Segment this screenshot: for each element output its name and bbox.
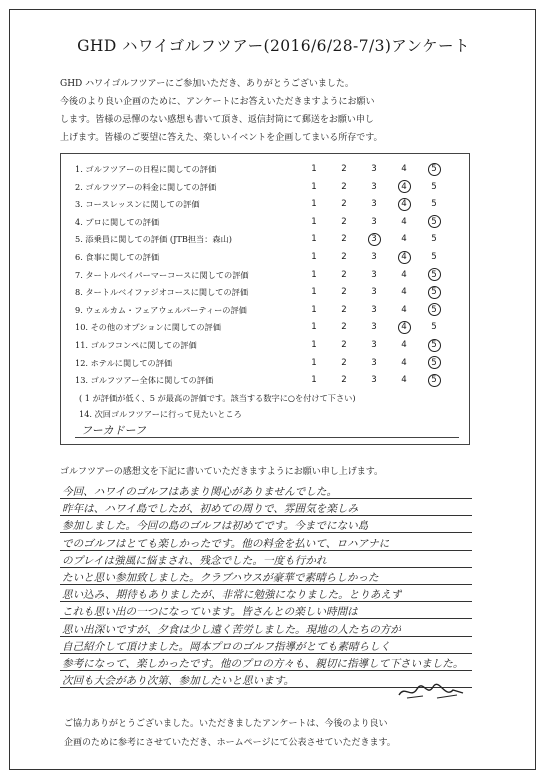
rating-option[interactable]: 3	[371, 340, 377, 350]
rating-option[interactable]: 2	[341, 357, 347, 368]
rating-table	[60, 153, 470, 445]
rating-option[interactable]: 1	[311, 304, 317, 315]
question-label: 7. タートルベイパーマーコースに関しての評価	[75, 269, 249, 280]
rating-option[interactable]: 1	[311, 199, 317, 210]
essay-handwritten-line: 思い込み、期待もありましたが、非常に勉強になりました。とりあえず	[62, 589, 402, 602]
selected-rating-circle	[428, 286, 441, 299]
question-label: 5. 添乗員に関しての評価 (JTB担当：森山)	[75, 234, 232, 245]
selected-rating-circle	[398, 198, 411, 211]
rating-option[interactable]: 3	[371, 304, 377, 315]
rating-option[interactable]: 3	[371, 181, 377, 192]
rating-option[interactable]: 1	[311, 322, 317, 333]
rating-option[interactable]: 3	[371, 216, 377, 227]
question-label: 6. 食事に関しての評価	[75, 252, 160, 262]
rating-option[interactable]: 2	[341, 164, 347, 174]
selected-rating-circle	[428, 339, 441, 352]
rating-option[interactable]: 4	[401, 375, 407, 386]
selected-rating-circle	[398, 251, 411, 264]
rating-option[interactable]: 1	[311, 216, 317, 227]
rating-option[interactable]: 5	[431, 287, 437, 298]
rating-option[interactable]: 2	[341, 234, 347, 245]
rating-option[interactable]: 1	[311, 181, 317, 192]
rating-option[interactable]: 1	[311, 234, 317, 245]
question-14-answer: フーカドーフ	[81, 424, 146, 437]
rating-option[interactable]: 3	[371, 357, 377, 368]
page-title: GHD ハワイゴルフツアー(2016/6/28-7/3)アンケート	[77, 37, 470, 55]
rating-option[interactable]: 2	[341, 269, 347, 280]
rating-option[interactable]: 4	[401, 252, 407, 262]
rating-option[interactable]: 1	[311, 252, 317, 262]
rating-note: ( 1 が評価が低く、5 が最高の評価です。該当する数字に○を付けて下さい)	[79, 393, 356, 403]
rating-option[interactable]: 2	[341, 340, 347, 350]
rating-option[interactable]: 1	[311, 375, 317, 386]
selected-rating-circle	[398, 321, 411, 334]
essay-handwritten-line: たいと思い参加致しました。クラブハウスが豪華で素晴らしかった	[62, 572, 379, 584]
rating-option[interactable]: 5	[431, 181, 437, 192]
intro-line: 今後のより良い企画のために、アンケートにお答えいただきますようにお願い	[60, 97, 375, 107]
rating-option[interactable]: 5	[431, 252, 437, 262]
rating-option[interactable]: 5	[431, 322, 437, 333]
selected-rating-circle	[428, 163, 441, 176]
rating-option[interactable]: 3	[371, 322, 377, 333]
rating-option[interactable]: 1	[311, 164, 317, 174]
essay-handwritten-line: のプレイは強風に悩まされ、残念でした。一度も行かれ	[62, 554, 327, 567]
rating-option[interactable]: 3	[371, 199, 377, 210]
rating-option[interactable]: 2	[341, 287, 347, 298]
rating-option[interactable]: 4	[401, 216, 407, 227]
answer-underline	[75, 437, 459, 438]
footer-line: 企画のために参考にさせていただき、ホームページにて公表させていただきます。	[64, 738, 396, 748]
intro-line: 上げます。皆様のご要望に答えた、楽しいイベントを企画してまいる所存です。	[60, 133, 383, 143]
rating-option[interactable]: 2	[341, 252, 347, 262]
rating-option[interactable]: 4	[401, 234, 407, 245]
rating-option[interactable]: 4	[401, 269, 407, 280]
selected-rating-circle	[398, 180, 411, 193]
question-label: 13. ゴルフツアー全体に関しての評価	[75, 375, 214, 386]
essay-prompt: ゴルフツアーの感想文を下記に書いていただきますようにお願い申し上げます。	[60, 467, 384, 477]
rating-option[interactable]: 1	[311, 357, 317, 368]
essay-handwritten-line: これも思い出の一つになっています。皆さんとの楽しい時間は	[62, 606, 358, 619]
rating-option[interactable]: 5	[431, 375, 437, 386]
question-14-label: 14. 次回ゴルフツアーに行って見たいところ	[79, 409, 242, 419]
rating-option[interactable]: 1	[311, 287, 317, 298]
selected-rating-circle	[368, 233, 381, 246]
selected-rating-circle	[428, 374, 441, 387]
rating-option[interactable]: 4	[401, 340, 407, 350]
question-label: 4. プロに関しての評価	[75, 216, 160, 227]
essay-handwritten-line: 昨年は、ハワイ島でしたが、初めての周りで、雰囲気を楽しみ	[62, 503, 359, 516]
rating-option[interactable]: 2	[341, 199, 347, 210]
rating-option[interactable]: 3	[371, 234, 377, 245]
essay-handwritten-line: 今回、ハワイのゴルフはあまり関心がありませんでした。	[62, 486, 338, 498]
rating-option[interactable]: 4	[401, 164, 407, 174]
rating-option[interactable]: 2	[341, 216, 347, 227]
essay-handwritten-line: 参考になって、楽しかったです。他のプロの方々も、親切に指導して下さいました。	[62, 658, 464, 670]
question-label: 2. ゴルフツアーの料金に関しての評価	[75, 181, 217, 192]
footer-line: ご協力ありがとうございました。いただきましたアンケートは、今後のより良い	[64, 719, 388, 729]
rating-option[interactable]: 5	[431, 164, 437, 174]
rating-option[interactable]: 4	[401, 357, 407, 368]
rating-option[interactable]: 5	[431, 234, 437, 245]
question-label: 10. その他のオプションに関しての評価	[75, 322, 221, 333]
question-label: 12. ホテルに関しての評価	[75, 357, 173, 368]
rating-option[interactable]: 2	[341, 375, 347, 386]
essay-handwritten-line: 自己紹介して頂けました。岡本プロのゴルフ指導がとても素晴らしく	[62, 640, 391, 653]
rating-option[interactable]: 5	[431, 269, 437, 280]
question-label: 9. ウェルカム・フェアウェルパーティーの評価	[75, 304, 247, 315]
intro-line: します。皆様の忌憚のない感想も書いて頂き、返信封筒にて郵送をお願い申し	[60, 115, 374, 125]
rating-option[interactable]: 3	[371, 252, 377, 262]
rating-option[interactable]: 4	[401, 322, 407, 333]
rating-option[interactable]: 5	[431, 340, 437, 350]
signature-mark	[397, 681, 467, 703]
rating-option[interactable]: 5	[431, 216, 437, 227]
selected-rating-circle	[428, 215, 441, 228]
rating-option[interactable]: 4	[401, 199, 407, 210]
question-label: 1. ゴルフツアーの日程に関しての評価	[75, 164, 217, 174]
question-label: 8. タートルベイファジオコースに関しての評価	[75, 287, 249, 298]
rating-option[interactable]: 3	[371, 269, 377, 280]
rating-option[interactable]: 3	[371, 287, 377, 298]
intro-line: GHD ハワイゴルフツアーにご参加いただき、ありがとうございました。	[60, 79, 354, 89]
essay-handwritten-line: 次回も大会があり次第、参加したいと思います。	[62, 675, 295, 688]
rating-option[interactable]: 3	[371, 164, 377, 174]
rating-option[interactable]: 5	[431, 357, 437, 368]
selected-rating-circle	[428, 268, 441, 281]
essay-handwritten-line: 思い出深いですが、夕食は少し遠く苦労しました。現地の人たちの方が	[62, 623, 401, 636]
rating-option[interactable]: 2	[341, 304, 347, 315]
rating-option[interactable]: 4	[401, 287, 407, 298]
rating-option[interactable]: 5	[431, 304, 437, 315]
selected-rating-circle	[428, 356, 441, 369]
rating-option[interactable]: 3	[371, 375, 377, 386]
question-label: 3. コースレッスンに関しての評価	[75, 199, 200, 210]
essay-handwritten-line: 参加しました。今回の島のゴルフは初めてです。今までにない島	[62, 520, 369, 533]
rating-option[interactable]: 2	[341, 181, 347, 192]
rating-option[interactable]: 2	[341, 322, 347, 333]
rating-option[interactable]: 5	[431, 199, 437, 210]
rating-option[interactable]: 4	[401, 304, 407, 315]
question-label: 11. ゴルフコンペに関しての評価	[75, 340, 197, 350]
rating-option[interactable]: 1	[311, 340, 317, 350]
rating-option[interactable]: 1	[311, 269, 317, 280]
selected-rating-circle	[428, 303, 441, 316]
essay-handwritten-line: でのゴルフはとても楽しかったです。他の料金を払いて、ロハアナに	[62, 537, 390, 550]
rating-option[interactable]: 4	[401, 181, 407, 192]
